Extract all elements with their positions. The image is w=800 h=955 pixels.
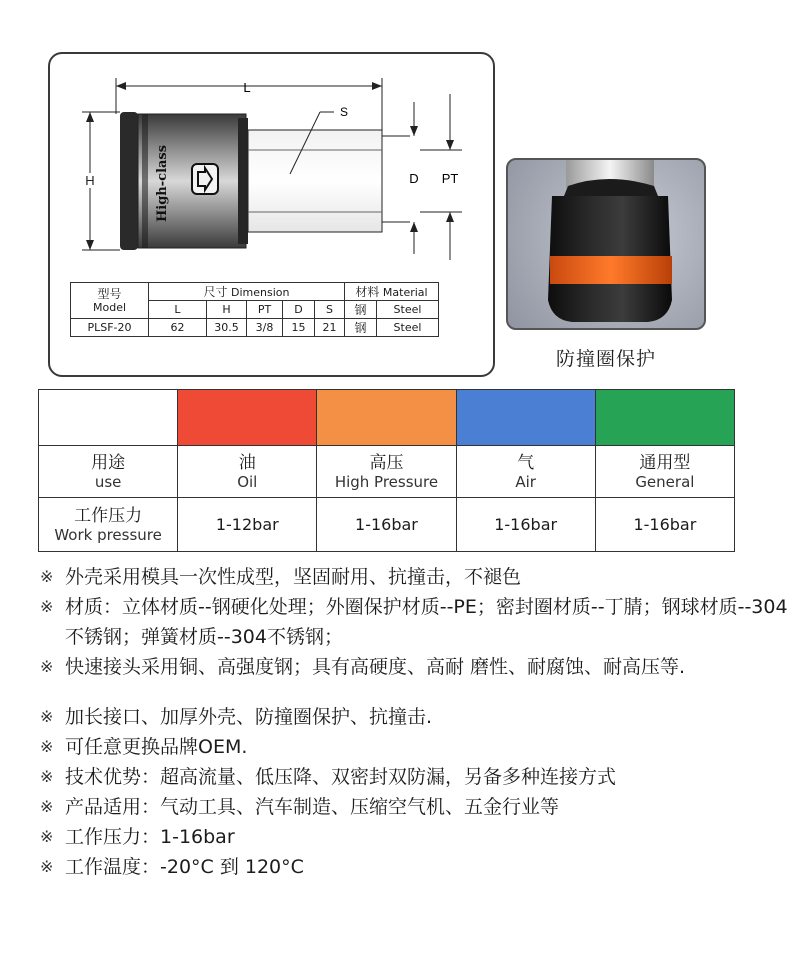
pressure-header: 工作压力 Work pressure [39,498,178,552]
color-swatch-oil [178,390,317,446]
list-item: ※ 快速接头采用铜、高强度钢；具有高硬度、高耐 磨性、耐腐蚀、耐高压等. [40,652,790,682]
spec-table [70,282,439,337]
arrow-icon [372,82,382,90]
coupling-photo-illustration [508,160,706,330]
color-swatch-air [456,390,595,446]
reference-mark-icon: ※ [40,827,54,846]
value-L: 62 [149,319,207,337]
pressure-oil: 1-12bar [178,498,317,552]
col-header-PT: PT [247,301,283,319]
col-header-H: H [207,301,247,319]
list-item: ※ 加长接口、加厚外壳、防撞圈保护、抗撞击. [40,702,790,732]
use-general: 通用型 General [595,446,734,498]
material-en-header: Steel [377,301,439,319]
reference-mark-icon: ※ [40,597,54,616]
color-swatch-general [595,390,734,446]
technical-drawing-panel [48,52,495,377]
dimension-header: 尺寸 Dimension [149,283,345,301]
use-oil: 油 Oil [178,446,317,498]
model-cell: PLSF-20 [71,319,149,337]
reference-mark-icon: ※ [40,567,54,586]
col-header-L: L [149,301,207,319]
reference-mark-icon: ※ [40,857,54,876]
value-S: 21 [315,319,345,337]
list-item: ※ 工作温度：-20°C 到 120°C [40,852,790,882]
list-item: ※ 技术优势：超高流量、低压降、双密封双防漏，另备多种连接方式 [40,762,790,792]
reference-mark-icon: ※ [40,737,54,756]
material-cn-header: 钢 [345,301,377,319]
table-row [71,319,439,337]
list-item: ※ 外壳采用模具一次性成型，坚固耐用、抗撞击，不褪色 [40,562,790,592]
list-item: ※ 可任意更换品牌OEM. [40,732,790,762]
material-en-cell: Steel [377,319,439,337]
value-PT: 3/8 [247,319,283,337]
dim-label-L: L [243,80,251,95]
use-air: 气 Air [456,446,595,498]
usage-table [38,389,735,552]
col-header-S: S [315,301,345,319]
use-header: 用途 use [39,446,178,498]
list-item: ※ 产品适用：气动工具、汽车制造、压缩空气机、五金行业等 [40,792,790,822]
photo-caption: 防撞圈保护 [555,348,656,370]
list-item: ※ 工作压力：1-16bar [40,822,790,852]
color-swatch-high-pressure [317,390,456,446]
dim-label-D: D [409,171,419,186]
arrow-icon [116,82,126,90]
value-H: 30.5 [207,319,247,337]
reference-mark-icon: ※ [40,797,54,816]
material-cn-cell: 钢 [345,319,377,337]
value-D: 15 [283,319,315,337]
dim-label-S: S [340,105,349,119]
pressure-general: 1-16bar [595,498,734,552]
reference-mark-icon: ※ [40,767,54,786]
list-item: ※ 材质：立体材质--钢硬化处理；外圈保护材质--PE；密封圈材质--丁腈；钢球材质--304不锈钢；弹簧材质--304不锈钢； [40,592,790,652]
feature-list [40,562,790,882]
pressure-row [39,498,735,552]
col-header-D: D [283,301,315,319]
bumper-ring-band [550,256,672,284]
hex-fitting [248,130,382,232]
use-high-pressure: 高压 High Pressure [317,446,456,498]
dim-label-PT: PT [441,171,459,186]
product-photo [506,158,706,330]
coupling-front-ring [120,112,138,250]
model-header: 型号 Model [71,283,149,319]
pressure-air: 1-16bar [456,498,595,552]
reference-mark-icon: ※ [40,707,54,726]
dim-label-H: H [85,173,95,188]
coupling-drawing [50,54,497,279]
use-row [39,446,735,498]
blank-cell [39,390,178,446]
pressure-high-pressure: 1-16bar [317,498,456,552]
reference-mark-icon: ※ [40,657,54,676]
material-header: 材料 Material [345,283,439,301]
brand-text: High-class [155,144,170,222]
color-row [39,390,735,446]
